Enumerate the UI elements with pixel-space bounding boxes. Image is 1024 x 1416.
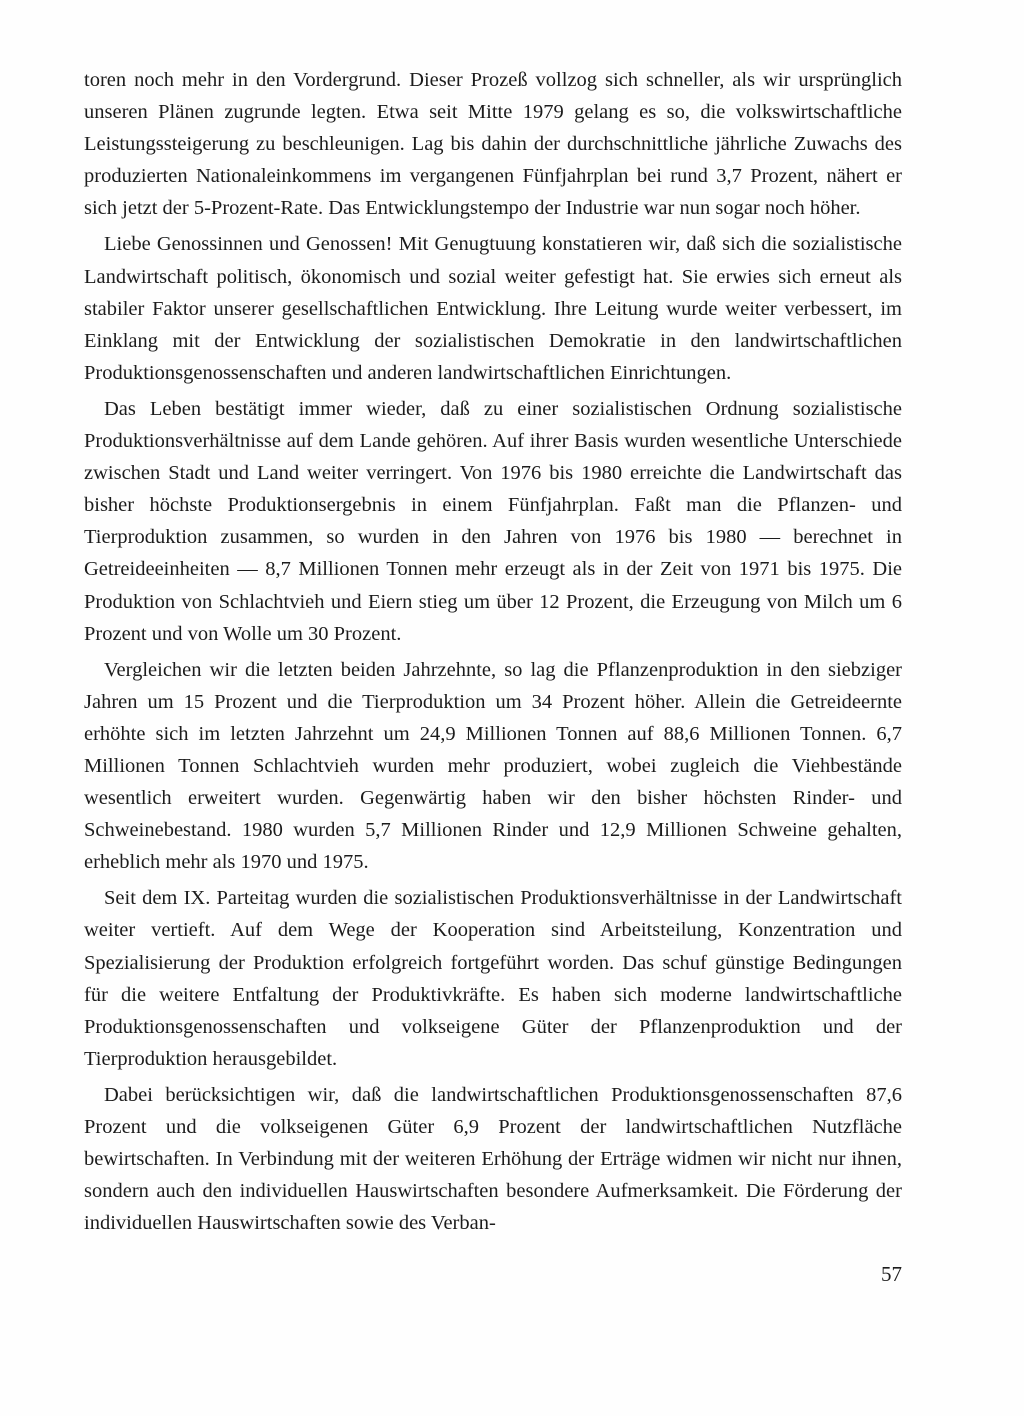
paragraph: Das Leben bestätigt immer wieder, daß zu einer sozialistischen Ordnung sozialistische Produktionsverhältnisse auf dem Lande gehören. Auf ihrer Basis wurden wesentliche Unterschiede zwischen Stadt und Land weiter verringert. Von 1976 bis 1980 erreichte die Landwirtschaft das bisher höchste Produktionsergebnis in einem Fünfjahrplan. Faßt man die Pflanzen- und Tierproduktion zusammen, so wurden in den Jahren von 1976 bis 1980 — berechnet in Getreideeinheiten — 8,7 Millionen Tonnen mehr erzeugt als in der Zeit von 1971 bis 1975. Die Produktion von Schlachtvieh und Eiern stieg um über 12 Prozent, die Erzeugung von Milch um 6 Prozent und von Wolle um 30 Prozent. [84,397,902,645]
paragraph: Seit dem IX. Parteitag wurden die sozialistischen Produktionsverhältnisse in der Landwirtschaft weiter vertieft. Auf dem Wege der Kooperation sind Arbeitsteilung, Konzentration und Spezialisierung der Produktion erfolgreich fortgeführt worden. Das schuf günstige Bedingungen für die weitere Entfaltung der Produktivkräfte. Es haben sich moderne landwirtschaftliche Produktionsgenossenschaften und volkseigene Güter der Pflanzenproduktion und der Tierproduktion herausgebildet. [84,887,902,1070]
paragraph: Dabei berücksichtigen wir, daß die landwirtschaftlichen Produktionsgenossenschaften 87,6 Prozent und die volkseigenen Güter 6,9 Prozent der landwirtschaftlichen Nutzfläche bewirtschaften. In Verbindung mit der weiteren Erhöhung der Erträge widmen wir nicht nur ihnen, sondern auch den individuellen Hauswirtschaften besondere Aufmerksamkeit. Die Förderung der individuellen Hauswirtschaften sowie des Verban- [84,1083,902,1235]
body-text [84,64,902,1239]
paragraph: toren noch mehr in den Vordergrund. Dieser Prozeß vollzog sich schneller, als wir ursprünglich unseren Plänen zugrunde legten. Etwa seit Mitte 1979 gelang es so, die volkswirtschaftliche Leistungssteigerung zu beschleunigen. Lag bis dahin der durchschnittliche jährliche Zuwachs des produzierten Nationaleinkommens im vergangenen Fünfjahrplan bei rund 3,7 Prozent, nähert er sich jetzt der 5-Prozent-Rate. Das Entwicklungstempo der Industrie war nun sogar noch höher. [84,69,902,220]
paragraph: Liebe Genossinnen und Genossen! Mit Genugtuung konstatieren wir, daß sich die sozialistische Landwirtschaft politisch, ökonomisch und sozial weiter gefestigt hat. Sie erwies sich erneut als stabiler Faktor unserer gesellschaftlichen Entwicklung. Ihre Leitung wurde weiter verbessert, im Einklang mit der Entwicklung der sozialistischen Demokratie in den landwirtschaftlichen Produktionsgenossenschaften und anderen landwirtschaftlichen Einrichtungen. [84,233,902,384]
paragraph: Vergleichen wir die letzten beiden Jahrzehnte, so lag die Pflanzenproduktion in den siebziger Jahren um 15 Prozent und die Tierproduktion um 34 Prozent höher. Allein die Getreideernte erhöhte sich im letzten Jahrzehnt um 24,9 Millionen Tonnen auf 88,6 Millionen Tonnen. 6,7 Millionen Tonnen Schlachtvieh wurden mehr produziert, wobei zugleich die Viehbestände wesentlich erweitert wurden. Gegenwärtig haben wir den bisher höchsten Rinder- und Schweinebestand. 1980 wurden 5,7 Millionen Rinder und 12,9 Millionen Schweine gehalten, erheblich mehr als 1970 und 1975. [84,658,902,874]
page-number: 57 [881,1262,902,1286]
